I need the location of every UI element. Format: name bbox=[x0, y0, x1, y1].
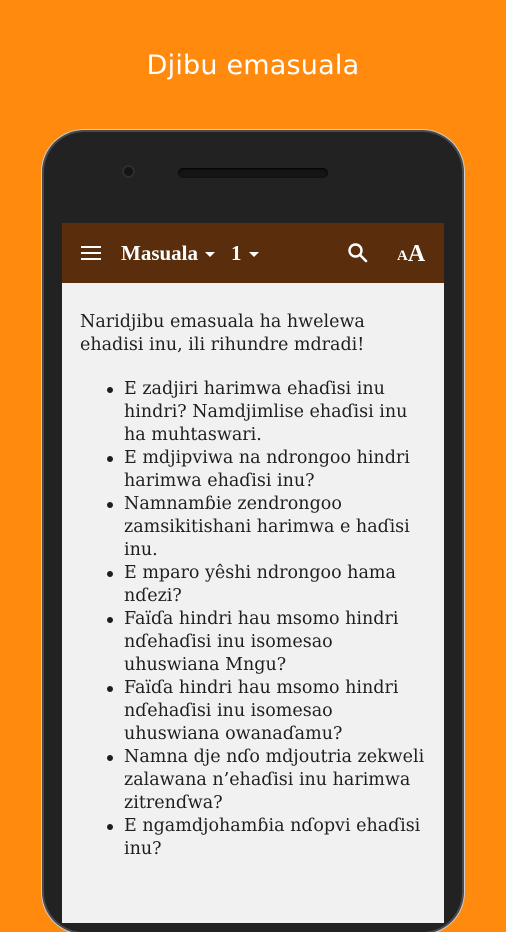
chevron-down-icon bbox=[249, 252, 259, 257]
question-item: Faïɗa hindri hau msomo hindri nɗehaɗisi inu isomesao uhuswiana owanaɗamu? bbox=[124, 677, 430, 746]
promo-headline: Djibu emasuala bbox=[146, 50, 360, 81]
hamburger-menu-icon[interactable] bbox=[81, 245, 101, 261]
chevron-down-icon bbox=[205, 252, 215, 257]
intro-paragraph: Naridjibu emasuala ha hwelewa ehadisi inu, ili rihundre mdradi! bbox=[80, 312, 365, 355]
search-icon[interactable] bbox=[347, 242, 369, 264]
reading-content bbox=[80, 311, 430, 861]
question-item: E mdjipviwa na ndrongoo hindri harimwa ehaɗisi inu? bbox=[124, 447, 430, 493]
text-size-icon[interactable] bbox=[397, 237, 425, 267]
earpiece-speaker bbox=[178, 168, 328, 178]
app-toolbar bbox=[62, 223, 444, 283]
question-item: Namna dje nɗo mdjoutria zekweli zalawana n’ehaɗisi inu harimwa zitrenɗwa? bbox=[124, 746, 430, 815]
phone-frame bbox=[44, 132, 462, 932]
chapter-label: 1 bbox=[231, 240, 242, 265]
book-label: Masuala bbox=[121, 240, 199, 265]
text-size-big-letter: A bbox=[407, 241, 426, 267]
book-selector[interactable] bbox=[121, 241, 215, 266]
question-item: E mparo yêshi ndrongoo hama nɗezi? bbox=[124, 562, 430, 608]
text-size-small-letter: A bbox=[397, 248, 408, 264]
front-camera bbox=[122, 165, 135, 178]
question-item: Faïɗa hindri hau msomo hindri nɗehaɗisi inu isomesao uhuswiana Mngu? bbox=[124, 608, 430, 677]
question-item: Namnamɓie zendrongoo zamsikitishani harimwa e haɗisi inu. bbox=[124, 493, 430, 562]
app-screen bbox=[62, 223, 444, 923]
question-item: E zadjiri harimwa ehaɗisi inu hindri? Namdjimlise ehaɗisi inu ha muhtaswari. bbox=[124, 378, 430, 447]
chapter-selector[interactable] bbox=[231, 241, 259, 266]
question-item: E ngamdjohamɓia nɗopvi ehaɗisi inu? bbox=[124, 815, 430, 861]
questions-list bbox=[80, 378, 430, 861]
